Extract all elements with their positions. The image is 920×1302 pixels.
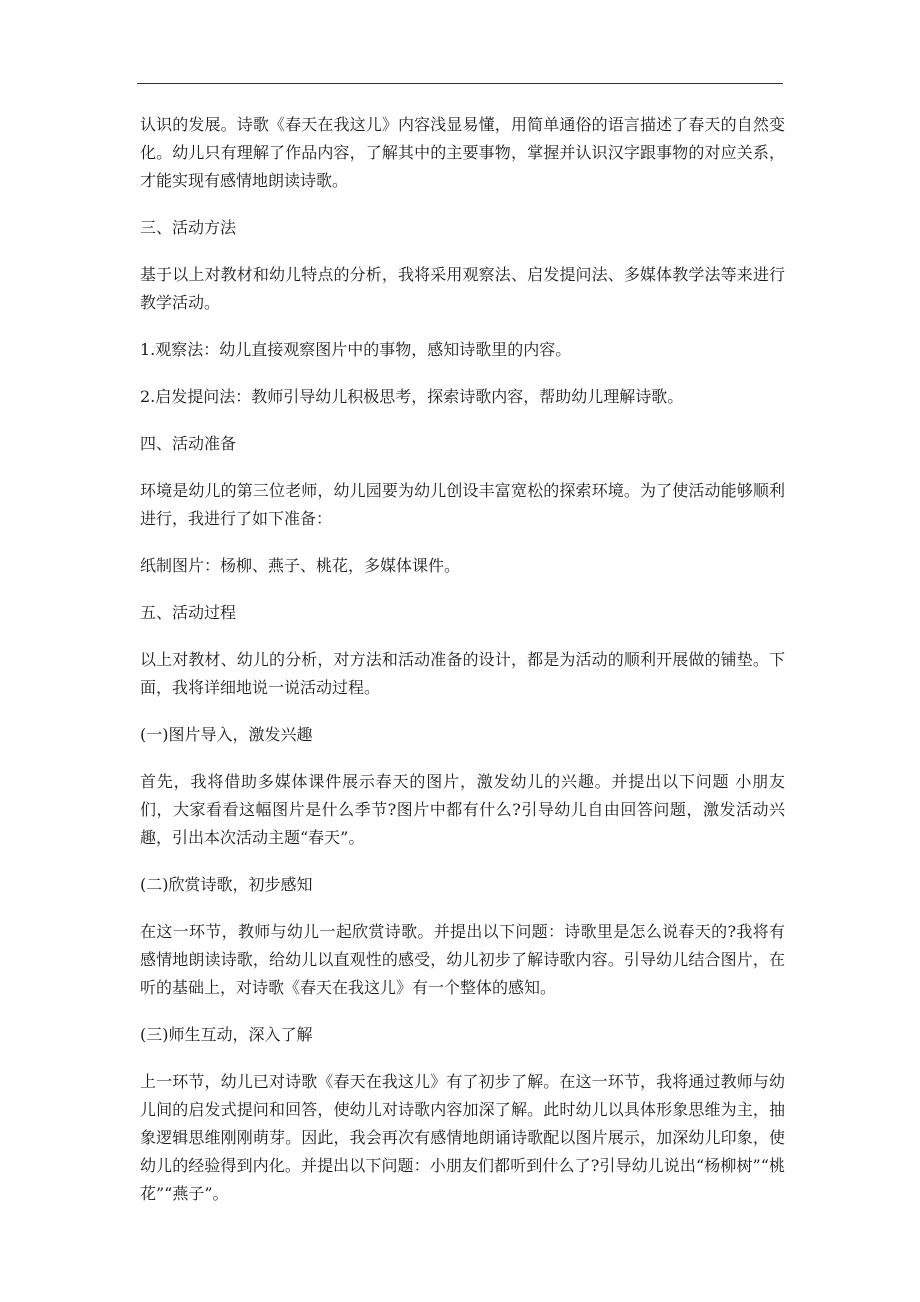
paragraph-method-intro: 基于以上对教材和幼儿特点的分析，我将采用观察法、启发提问法、多媒体教学法等来进行教学活动。 <box>140 265 785 312</box>
paragraph-materials: 纸制图片：杨柳、燕子、桃花，多媒体课件。 <box>140 556 461 575</box>
subheading-1: (一)图片导入，激发兴趣 <box>140 725 313 744</box>
document-body <box>140 111 785 1227</box>
paragraph-step-3: 上一环节，幼儿已对诗歌《春天在我这儿》有了初步了解。在这一环节，我将通过教师与幼儿间的启发式提问和回答，使幼儿对诗歌内容加深了解。此时幼儿以具体形象思维为主，抽象逻辑思维刚刚萌芽。因此，我会再次有感情地朗诵诗歌配以图片展示，加深幼儿印象，使幼儿的经验得到内化。并提出以下问题：小朋友们都听到什么了?引导幼儿说出“杨柳树”“桃花”“燕子”。 <box>140 1072 785 1203</box>
section-heading-3: 三、活动方法 <box>140 218 237 237</box>
paragraph-preparation: 环境是幼儿的第三位老师，幼儿园要为幼儿创设丰富宽松的探索环境。为了使活动能够顺利进行，我进行了如下准备： <box>140 481 785 528</box>
paragraph-step-2: 在这一环节，教师与幼儿一起欣赏诗歌。并提出以下问题：诗歌里是怎么说春天的?我将有感情地朗读诗歌，给幼儿以直观性的感受，幼儿初步了解诗歌内容。引导幼儿结合图片，在听的基础上，对诗歌《春天在我这儿》有一个整体的感知。 <box>140 922 785 997</box>
paragraph-process-intro: 以上对教材、幼儿的分析，对方法和活动准备的设计，都是为活动的顺利开展做的铺垫。下面，我将详细地说一说活动过程。 <box>140 650 785 697</box>
section-heading-5: 五、活动过程 <box>140 603 237 622</box>
header-rule <box>137 83 783 84</box>
subheading-3: (三)师生互动，深入了解 <box>140 1025 313 1044</box>
paragraph-intro: 认识的发展。诗歌《春天在我这儿》内容浅显易懂，用简单通俗的语言描述了春天的自然变化。幼儿只有理解了作品内容，了解其中的主要事物，掌握并认识汉字跟事物的对应关系，才能实现有感情地朗读诗歌。 <box>140 115 785 190</box>
paragraph-step-1: 首先，我将借助多媒体课件展示春天的图片，激发幼儿的兴趣。并提出以下问题 小朋友们，大家看看这幅图片是什么季节?图片中都有什么?引导幼儿自由回答问题，激发活动兴趣，引出本次活动主题“春天”。 <box>140 772 785 847</box>
section-heading-4: 四、活动准备 <box>140 434 237 453</box>
paragraph-method-1: 1.观察法：幼儿直接观察图片中的事物，感知诗歌里的内容。 <box>140 340 572 359</box>
paragraph-method-2: 2.启发提问法：教师引导幼儿积极思考，探索诗歌内容，帮助幼儿理解诗歌。 <box>140 387 684 406</box>
subheading-2: (二)欣赏诗歌，初步感知 <box>140 875 313 894</box>
